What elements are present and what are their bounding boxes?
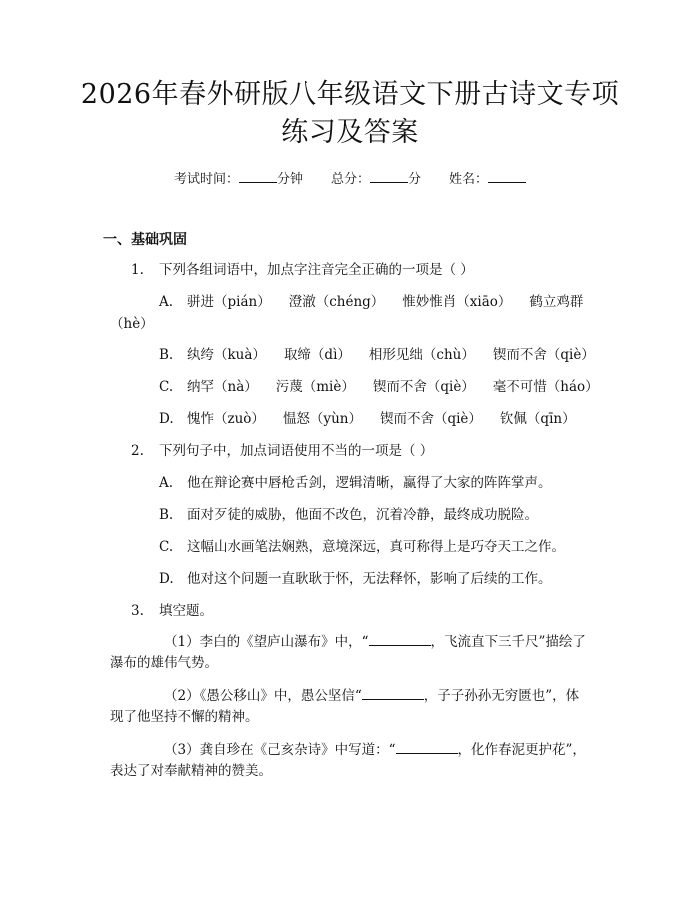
option-word: 毫不可惜（háo） [492,379,599,395]
name-label: 姓名： [449,172,489,187]
question-stem: 下列各组词语中，加点字注音完全正确的一项是（ ） [159,262,474,278]
time-blank[interactable] [239,168,277,183]
question-stem: 下列句子中，加点词语使用不当的一项是（ ） [159,443,434,459]
time-label: 考试时间： [173,172,239,187]
option-label: B. [159,507,174,523]
title-line-1: 2026年春外研版八年级语文下册古诗文专项 [80,79,620,110]
option-text: 这幅山水画笔法娴熟，意境深远，真可称得上是巧夺天工之作。 [187,539,565,555]
question-3 [131,601,213,621]
section-heading: 一、基础巩固 [103,232,187,248]
option-word: 钦佩（qīn） [499,411,576,427]
fill-blank[interactable] [362,685,424,700]
score-unit: 分 [408,172,422,187]
option-word: 锲而不舍（qiè） [492,347,595,363]
q2-option-d[interactable] [159,569,552,589]
fill-blank[interactable] [369,631,431,646]
q3-item-2 [164,685,579,706]
q3-item-3-wrap: 表达了对奉献精神的赞美。 [110,763,272,779]
option-text: 面对歹徒的威胁，他面不改色，沉着冷静，最终成功脱险。 [187,507,538,523]
fill-after: ，化作春泥更护花”， [457,742,586,758]
q1-option-b[interactable] [159,345,613,365]
question-1 [131,260,474,280]
option-word: 锲而不舍（qiè） [372,379,475,395]
fill-blank[interactable] [396,739,458,754]
q1-option-a-wrap: （hè） [110,316,154,332]
q1-option-d[interactable] [159,409,594,429]
option-word: 锲而不舍（qiè） [379,411,482,427]
question-number: 1. [131,262,144,278]
q3-item-1-wrap: 瀑布的雄伟气势。 [110,655,218,671]
score-blank[interactable] [370,168,408,183]
q1-option-c[interactable] [159,377,617,397]
option-word: 纨绔（kuà） [187,347,266,363]
question-number: 3. [131,603,144,619]
name-blank[interactable] [488,168,526,183]
option-word: 纳罕（nà） [187,379,258,395]
option-label: C. [159,379,174,395]
question-number: 2. [131,443,144,459]
title-line-2: 练习及答案 [281,117,419,148]
question-2 [131,441,433,461]
option-label: A. [159,475,174,491]
q3-item-3 [164,739,586,760]
option-text: 他在辩论赛中唇枪舌剑，逻辑清晰，赢得了大家的阵阵掌声。 [187,475,552,491]
option-word: 愧怍（zuò） [187,411,265,427]
q2-option-a[interactable] [159,473,552,493]
exam-meta [0,168,700,190]
time-unit: 分钟 [276,172,303,187]
option-label: A. [159,294,174,310]
option-word: 骈进（pián） [187,294,271,310]
q3-item-1 [164,631,586,652]
document-title [70,76,630,152]
option-word: 愠怒（yùn） [282,411,362,427]
option-word: 鹤立鸡群 [529,294,584,310]
q2-option-b[interactable] [159,505,538,525]
question-stem: 填空题。 [159,603,213,619]
option-text: 他对这个问题一直耿耿于怀，无法释怀，影响了后续的工作。 [187,571,552,587]
score-label: 总分： [330,172,370,187]
fill-after: ，飞流直下三千尺”描绘了 [430,634,586,650]
option-word: 污蔑（miè） [275,379,355,395]
option-label: D. [159,411,174,427]
option-word: 相形见绌（chù） [368,347,475,363]
q1-option-a[interactable] [159,292,601,312]
q2-option-c[interactable] [159,537,565,557]
option-label: D. [159,571,174,587]
option-word: 取缔（dì） [283,347,351,363]
fill-lead: （2）《愚公移山》中，愚公坚信“ [164,688,362,704]
option-label: B. [159,347,174,363]
option-label: C. [159,539,174,555]
fill-lead: （1）李白的《望庐山瀑布》中，“ [164,634,369,650]
option-word: 澄澈（chéng） [288,294,385,310]
option-word: 惟妙惟肖（xiāo） [402,294,512,310]
fill-after: ，子子孙孙无穷匮也”，体 [423,688,580,704]
fill-lead: （3）龚自珍在《己亥杂诗》中写道：“ [164,742,396,758]
q3-item-2-wrap: 现了他坚持不懈的精神。 [110,709,259,725]
